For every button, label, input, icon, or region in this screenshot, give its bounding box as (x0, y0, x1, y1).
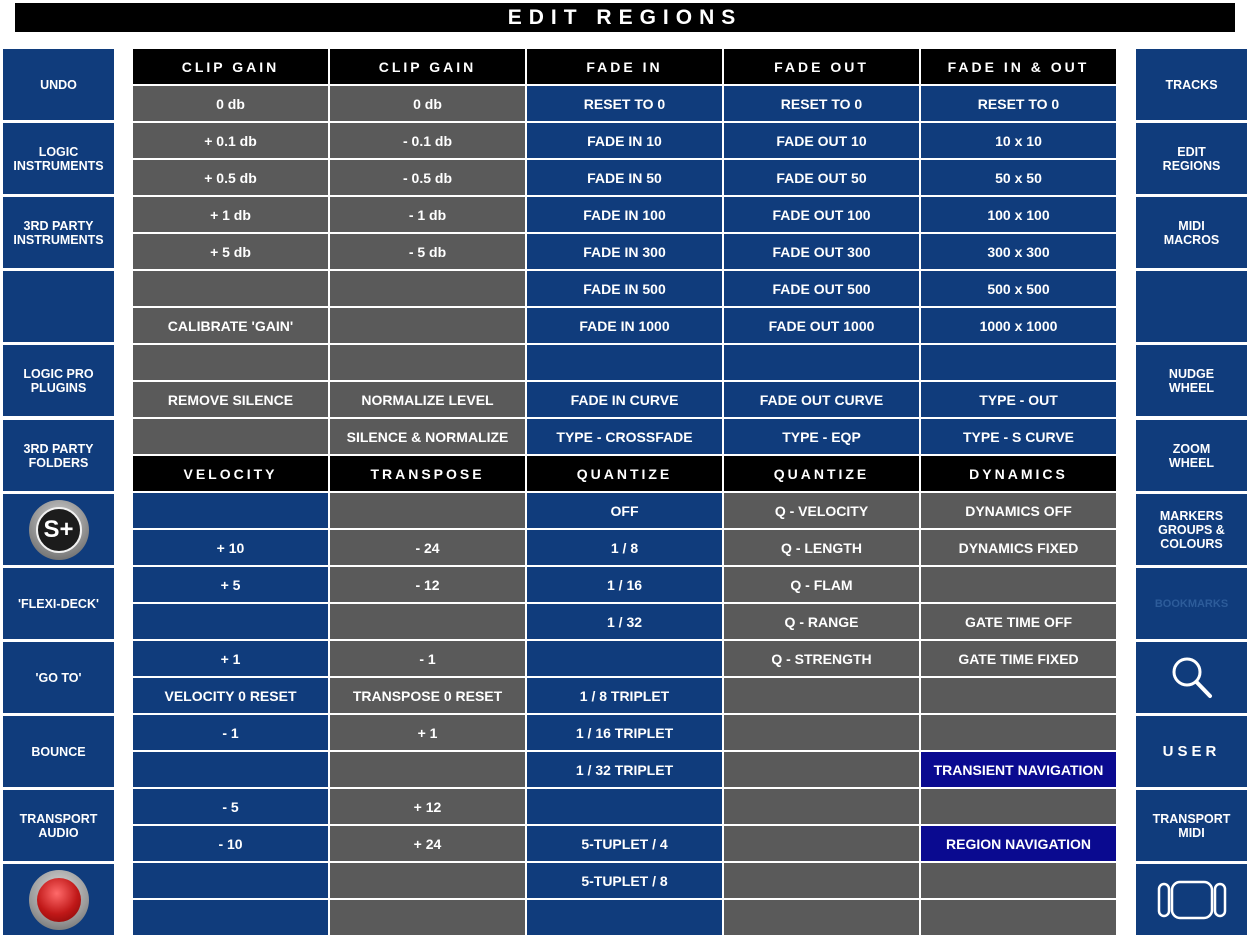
grid-button-10[interactable]: + 10 (133, 530, 328, 565)
grid-button-0-db[interactable]: 0 db (330, 86, 525, 121)
grid-button-1-8-triplet[interactable]: 1 / 8 TRIPLET (527, 678, 722, 713)
grid-button-fade-in-300[interactable]: FADE IN 300 (527, 234, 722, 269)
left-button-logic-instruments[interactable]: LOGIC INSTRUMENTS (3, 123, 114, 194)
grid-button-300-x-300[interactable]: 300 x 300 (921, 234, 1116, 269)
left-button-3rd-party-instruments[interactable]: 3RD PARTY INSTRUMENTS (3, 197, 114, 268)
grid-button-1[interactable]: - 1 (330, 641, 525, 676)
grid-button-gate-time-fixed[interactable]: GATE TIME FIXED (921, 641, 1116, 676)
search-icon (1166, 652, 1218, 704)
grid-button-50-x-50[interactable]: 50 x 50 (921, 160, 1116, 195)
grid-button-calibrate-gain[interactable]: CALIBRATE 'GAIN' (133, 308, 328, 343)
right-button-user[interactable]: USER (1136, 716, 1247, 787)
grid-button-empty[interactable] (724, 752, 919, 787)
grid-button-empty[interactable] (133, 493, 328, 528)
right-button-window-icon[interactable] (1136, 864, 1247, 935)
grid-button-1-db[interactable]: + 1 db (133, 197, 328, 232)
grid-button-1-16-triplet[interactable]: 1 / 16 TRIPLET (527, 715, 722, 750)
grid-button-empty[interactable] (724, 715, 919, 750)
grid-button-fade-out-curve[interactable]: FADE OUT CURVE (724, 382, 919, 417)
grid-button-empty[interactable] (133, 345, 328, 380)
grid-button-1-db[interactable]: - 1 db (330, 197, 525, 232)
grid-button-0-5-db[interactable]: + 0.5 db (133, 160, 328, 195)
grid-button-q-range[interactable]: Q - RANGE (724, 604, 919, 639)
section-header-quantize: QUANTIZE (527, 456, 722, 491)
grid-button-fade-in-50[interactable]: FADE IN 50 (527, 160, 722, 195)
grid-button-1-32-triplet[interactable]: 1 / 32 TRIPLET (527, 752, 722, 787)
grid-button-1-32[interactable]: 1 / 32 (527, 604, 722, 639)
grid-button-fade-out-10[interactable]: FADE OUT 10 (724, 123, 919, 158)
grid-button-empty[interactable] (724, 826, 919, 861)
grid-button-fade-in-10[interactable]: FADE IN 10 (527, 123, 722, 158)
grid-button-remove-silence[interactable]: REMOVE SILENCE (133, 382, 328, 417)
grid-button-fade-out-500[interactable]: FADE OUT 500 (724, 271, 919, 306)
grid-button-empty[interactable] (921, 863, 1116, 898)
left-button-record-icon[interactable] (3, 864, 114, 935)
grid-button-transpose-0-reset[interactable]: TRANSPOSE 0 RESET (330, 678, 525, 713)
grid-button-dynamics-fixed[interactable]: DYNAMICS FIXED (921, 530, 1116, 565)
left-button-s[interactable] (3, 494, 114, 565)
grid-button-empty[interactable] (921, 678, 1116, 713)
section-header-fade-out: FADE OUT (724, 49, 919, 84)
section-header-dynamics: DYNAMICS (921, 456, 1116, 491)
grid-button-silence-normalize[interactable]: SILENCE & NORMALIZE (330, 419, 525, 454)
grid-button-reset-to-0[interactable]: RESET TO 0 (527, 86, 722, 121)
grid-button-0-1-db[interactable]: + 0.1 db (133, 123, 328, 158)
grid-button-empty[interactable] (527, 345, 722, 380)
grid-button-10[interactable]: - 10 (133, 826, 328, 861)
grid-button-fade-in-500[interactable]: FADE IN 500 (527, 271, 722, 306)
grid-button-empty[interactable] (724, 900, 919, 935)
grid-button-10-x-10[interactable]: 10 x 10 (921, 123, 1116, 158)
grid-button-q-velocity[interactable]: Q - VELOCITY (724, 493, 919, 528)
left-button-bounce[interactable]: BOUNCE (3, 716, 114, 787)
grid-button-region-navigation[interactable]: REGION NAVIGATION (921, 826, 1116, 861)
grid-button-fade-out-50[interactable]: FADE OUT 50 (724, 160, 919, 195)
right-button-edit-regions[interactable]: EDIT REGIONS (1136, 123, 1247, 194)
left-button-go-to[interactable]: 'GO TO' (3, 642, 114, 713)
splus-icon (29, 500, 89, 560)
grid-button-0-db[interactable]: 0 db (133, 86, 328, 121)
grid-button-q-length[interactable]: Q - LENGTH (724, 530, 919, 565)
grid-button-empty[interactable] (330, 345, 525, 380)
grid-button-0-1-db[interactable]: - 0.1 db (330, 123, 525, 158)
right-button-bookmarks[interactable]: BOOKMARKS (1136, 568, 1247, 639)
section-header-quantize: QUANTIZE (724, 456, 919, 491)
grid-button-24[interactable]: + 24 (330, 826, 525, 861)
grid-button-empty[interactable] (133, 271, 328, 306)
grid-button-500-x-500[interactable]: 500 x 500 (921, 271, 1116, 306)
grid-button-empty[interactable] (330, 604, 525, 639)
grid-button-empty[interactable] (921, 715, 1116, 750)
grid-button-q-flam[interactable]: Q - FLAM (724, 567, 919, 602)
grid-button-empty[interactable] (921, 789, 1116, 824)
grid-button-empty[interactable] (921, 345, 1116, 380)
grid-button-fade-in-1000[interactable]: FADE IN 1000 (527, 308, 722, 343)
grid-button-empty[interactable] (527, 900, 722, 935)
grid-button-empty[interactable] (527, 789, 722, 824)
window-icon (1157, 880, 1227, 920)
left-button-flexi-deck[interactable]: 'FLEXI-DECK' (3, 568, 114, 639)
grid-button-5-tuplet-8[interactable]: 5-TUPLET / 8 (527, 863, 722, 898)
grid-button-empty[interactable] (330, 752, 525, 787)
grid-button-type-out[interactable]: TYPE - OUT (921, 382, 1116, 417)
section-header-fade-in: FADE IN (527, 49, 722, 84)
grid-button-normalize-level[interactable]: NORMALIZE LEVEL (330, 382, 525, 417)
left-button-logic-pro-plugins[interactable]: LOGIC PRO PLUGINS (3, 345, 114, 416)
section-header-clip-gain: CLIP GAIN (133, 49, 328, 84)
left-button-3rd-party-folders[interactable]: 3RD PARTY FOLDERS (3, 420, 114, 491)
grid-button-type-crossfade[interactable]: TYPE - CROSSFADE (527, 419, 722, 454)
grid-button-empty[interactable] (724, 345, 919, 380)
grid-button-transient-navigation[interactable]: TRANSIENT NAVIGATION (921, 752, 1116, 787)
grid-button-1[interactable]: + 1 (133, 641, 328, 676)
record-icon (29, 870, 89, 930)
grid-button-1-16[interactable]: 1 / 16 (527, 567, 722, 602)
right-button-blank-3[interactable] (1136, 271, 1247, 342)
grid-button-empty[interactable] (133, 863, 328, 898)
right-button-markers-groups-colours[interactable]: MARKERS GROUPS & COLOURS (1136, 494, 1247, 565)
grid-button-empty[interactable] (921, 900, 1116, 935)
grid-button-empty[interactable] (133, 752, 328, 787)
grid-button-5[interactable]: + 5 (133, 567, 328, 602)
function-grid (133, 49, 1118, 936)
right-button-tracks[interactable]: TRACKS (1136, 49, 1247, 120)
grid-button-empty[interactable] (330, 863, 525, 898)
grid-button-5-db[interactable]: - 5 db (330, 234, 525, 269)
grid-button-100-x-100[interactable]: 100 x 100 (921, 197, 1116, 232)
grid-button-empty[interactable] (330, 271, 525, 306)
grid-button-type-eqp[interactable]: TYPE - EQP (724, 419, 919, 454)
grid-button-off[interactable]: OFF (527, 493, 722, 528)
grid-button-empty[interactable] (921, 567, 1116, 602)
grid-button-empty[interactable] (330, 900, 525, 935)
grid-button-24[interactable]: - 24 (330, 530, 525, 565)
section-header-transpose: TRANSPOSE (330, 456, 525, 491)
grid-button-empty[interactable] (724, 678, 919, 713)
grid-button-12[interactable]: - 12 (330, 567, 525, 602)
section-header-clip-gain: CLIP GAIN (330, 49, 525, 84)
grid-button-1000-x-1000[interactable]: 1000 x 1000 (921, 308, 1116, 343)
grid-button-12[interactable]: + 12 (330, 789, 525, 824)
grid-button-type-s-curve[interactable]: TYPE - S CURVE (921, 419, 1116, 454)
right-button-transport-midi[interactable]: TRANSPORT MIDI (1136, 790, 1247, 861)
grid-button-empty[interactable] (133, 900, 328, 935)
grid-button-empty[interactable] (330, 493, 525, 528)
grid-button-dynamics-off[interactable]: DYNAMICS OFF (921, 493, 1116, 528)
grid-button-1[interactable]: - 1 (133, 715, 328, 750)
left-button-blank-3[interactable] (3, 271, 114, 342)
section-header-fade-in-out: FADE IN & OUT (921, 49, 1116, 84)
right-button-search-icon[interactable] (1136, 642, 1247, 713)
grid-button-q-strength[interactable]: Q - STRENGTH (724, 641, 919, 676)
grid-button-fade-out-1000[interactable]: FADE OUT 1000 (724, 308, 919, 343)
grid-button-empty[interactable] (133, 604, 328, 639)
grid-button-fade-out-300[interactable]: FADE OUT 300 (724, 234, 919, 269)
grid-button-fade-out-100[interactable]: FADE OUT 100 (724, 197, 919, 232)
right-button-nudge-wheel[interactable]: NUDGE WHEEL (1136, 345, 1247, 416)
grid-button-velocity-0-reset[interactable]: VELOCITY 0 RESET (133, 678, 328, 713)
grid-button-0-5-db[interactable]: - 0.5 db (330, 160, 525, 195)
grid-button-empty[interactable] (133, 419, 328, 454)
right-button-midi-macros[interactable]: MIDI MACROS (1136, 197, 1247, 268)
grid-button-fade-in-curve[interactable]: FADE IN CURVE (527, 382, 722, 417)
grid-button-reset-to-0[interactable]: RESET TO 0 (921, 86, 1116, 121)
grid-button-reset-to-0[interactable]: RESET TO 0 (724, 86, 919, 121)
right-button-zoom-wheel[interactable]: ZOOM WHEEL (1136, 420, 1247, 491)
section-header-velocity: VELOCITY (133, 456, 328, 491)
grid-button-empty[interactable] (724, 789, 919, 824)
grid-button-5[interactable]: - 5 (133, 789, 328, 824)
left-button-undo[interactable]: UNDO (3, 49, 114, 120)
grid-button-empty[interactable] (724, 863, 919, 898)
page-title: EDIT REGIONS (15, 3, 1235, 32)
grid-button-1[interactable]: + 1 (330, 715, 525, 750)
left-button-transport-audio[interactable]: TRANSPORT AUDIO (3, 790, 114, 861)
grid-button-fade-in-100[interactable]: FADE IN 100 (527, 197, 722, 232)
grid-button-empty[interactable] (330, 308, 525, 343)
grid-button-5-db[interactable]: + 5 db (133, 234, 328, 269)
grid-button-empty[interactable] (527, 641, 722, 676)
grid-button-5-tuplet-4[interactable]: 5-TUPLET / 4 (527, 826, 722, 861)
grid-button-1-8[interactable]: 1 / 8 (527, 530, 722, 565)
grid-button-gate-time-off[interactable]: GATE TIME OFF (921, 604, 1116, 639)
splus-label: S+ (36, 507, 82, 553)
